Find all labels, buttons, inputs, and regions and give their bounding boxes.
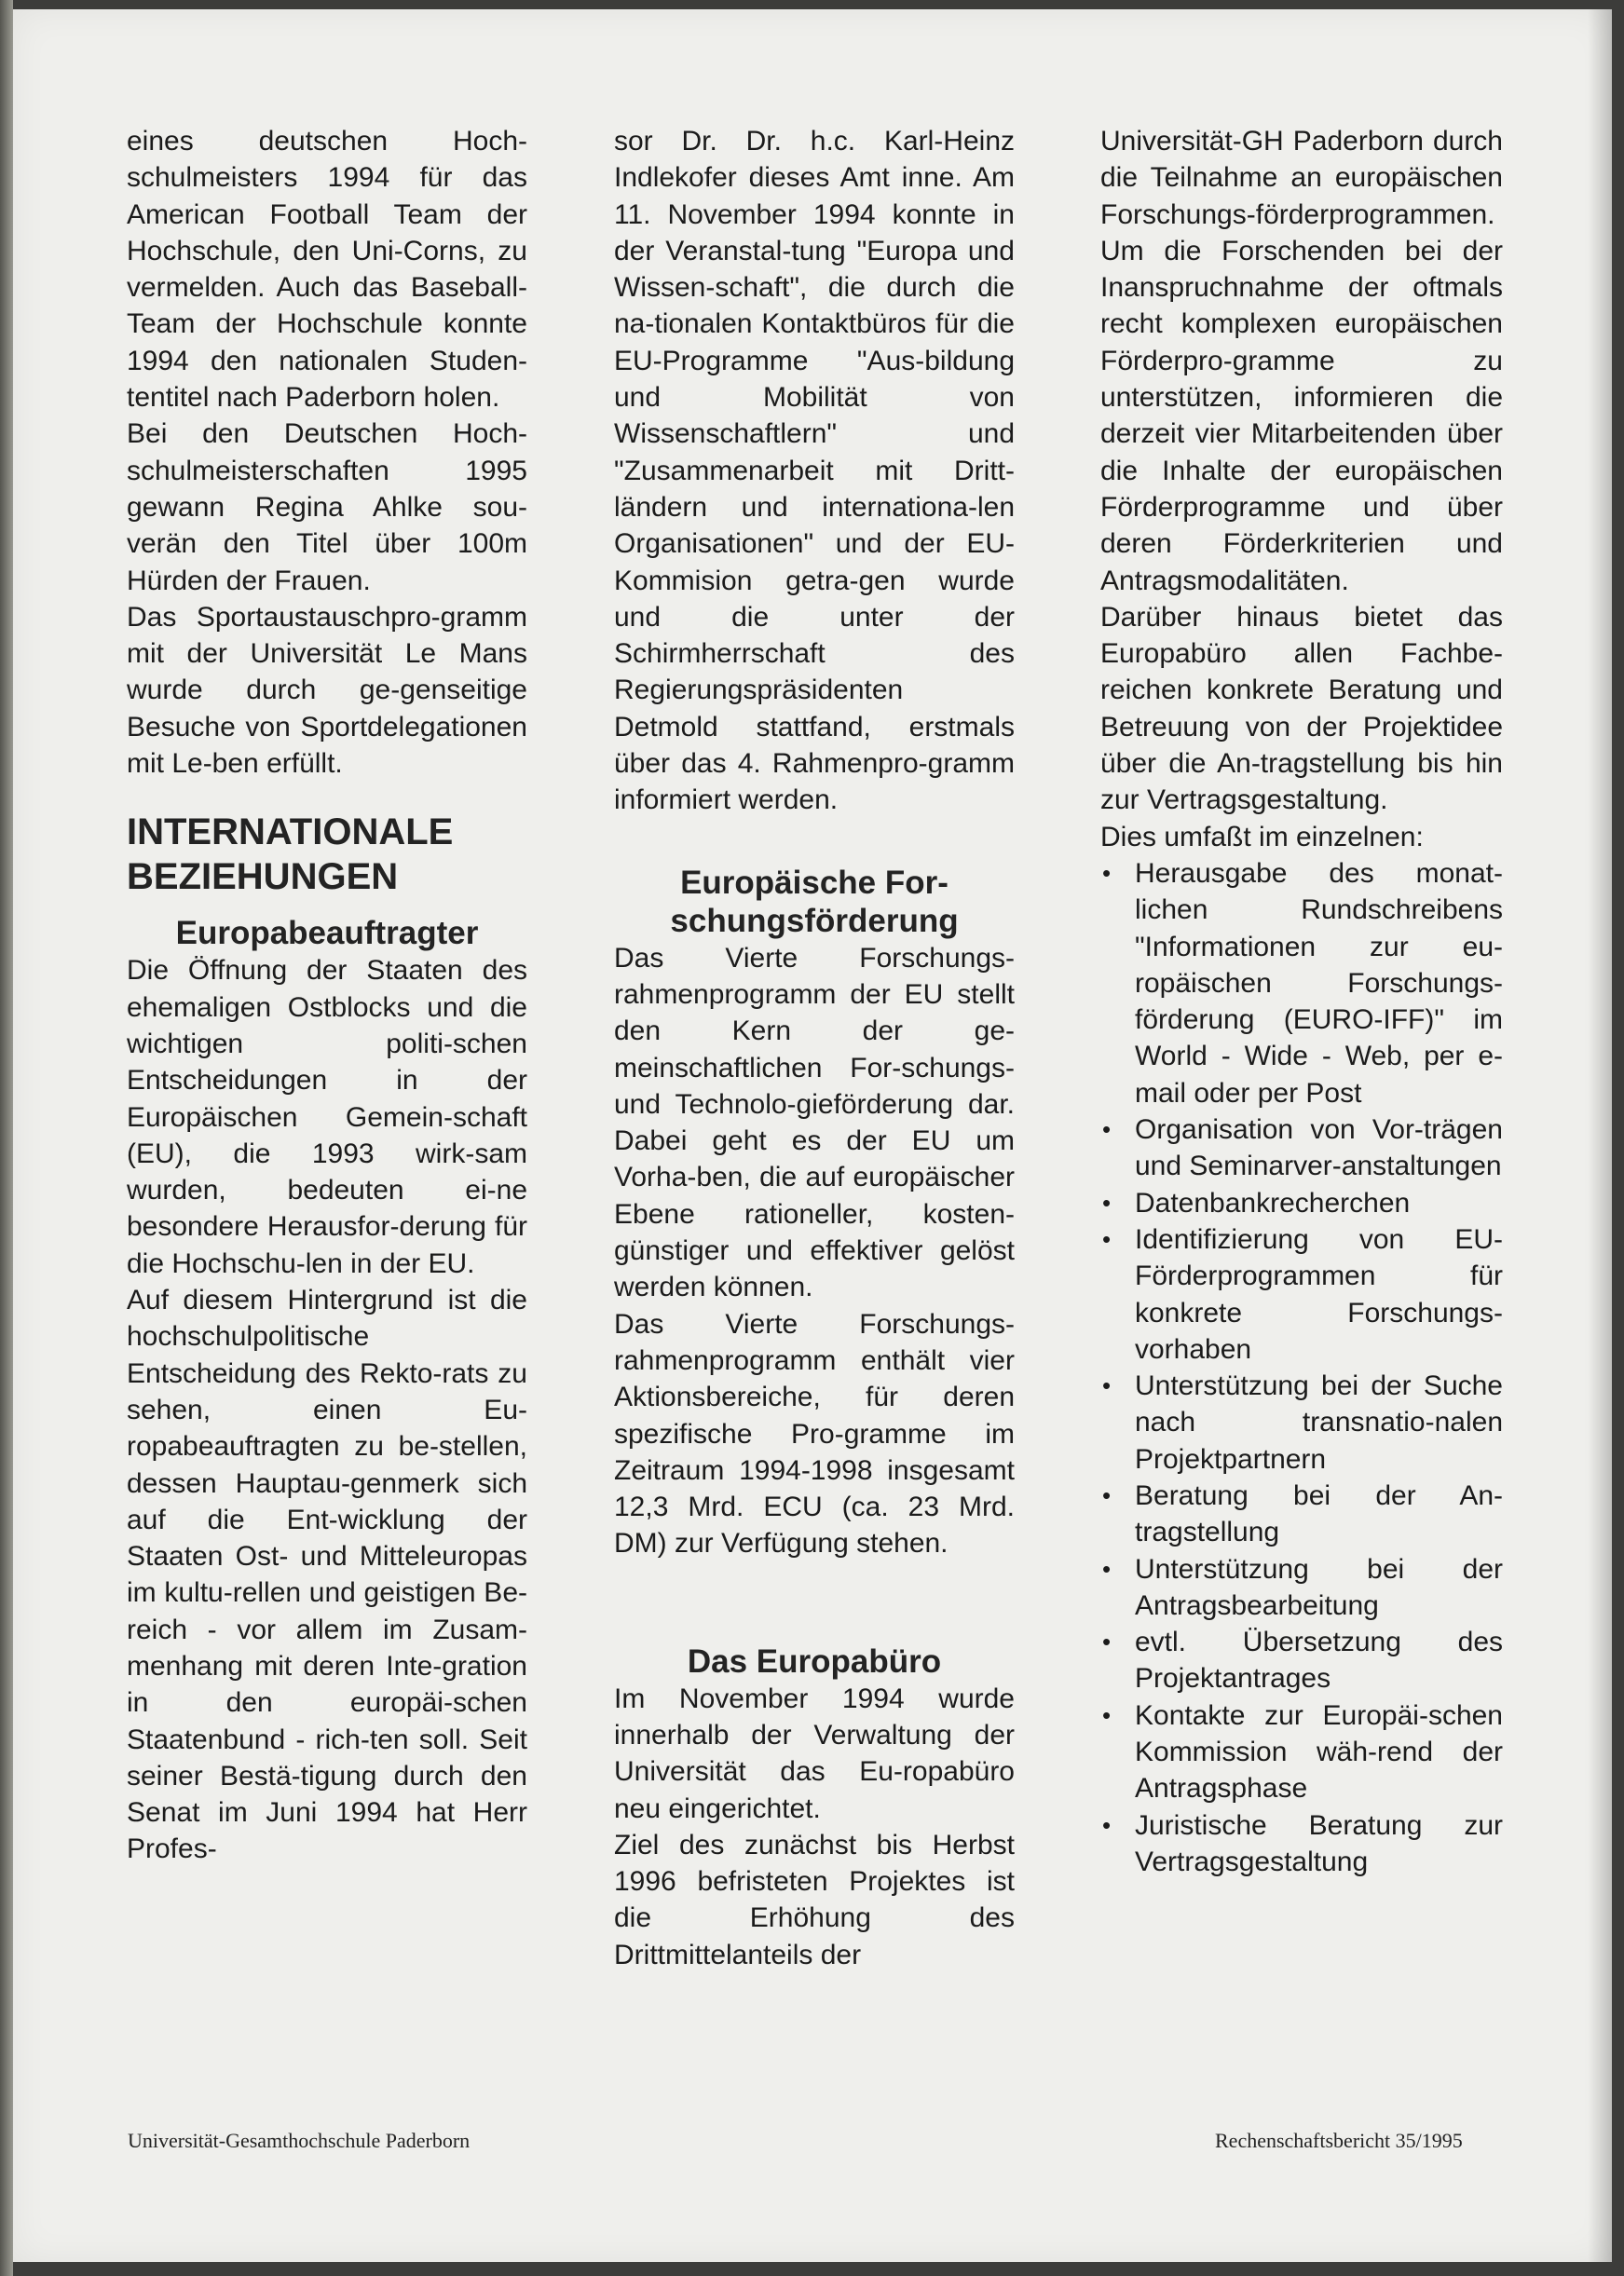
list-item <box>1100 1368 1503 1478</box>
section-heading-internationale-beziehungen <box>127 810 527 899</box>
document-page <box>13 9 1612 2262</box>
list-item-text: Juristische Beratung zur Vertragsgestaltung <box>1135 1809 1503 1877</box>
paragraph: Darüber hinaus bietet das Europabüro allen Fachbe-reichen konkrete Beratung und Betreuung von der Projektidee über die An-tragstellung bis hin zur Vertragsgestaltung. <box>1100 601 1503 816</box>
paragraph: Auf diesem Hintergrund ist die hochschulpolitische Entscheidung des Rekto-rats zu sehen, einen Eu-ropabeauftragten zu be-stellen, dessen Hauptau-genmerk sich auf die Ent-wicklung der Staaten Ost- und Mitteleuropas im kultu-rellen und geistigen Be-reich - vor allem im Zusam-menhang mit deren Inte-gration in den europäi-schen Staatenbund - rich-ten soll. Seit seiner Bestä-tigung durch den Senat im Juni 1994 hat Herr Profes- <box>127 1285 527 1865</box>
list-item <box>1100 1551 1503 1625</box>
list-item-text: Organisation von Vor-trägen und Seminarver-anstaltungen <box>1135 1114 1503 1182</box>
bullet-icon: • <box>1102 1188 1112 1217</box>
bullet-icon: • <box>1102 858 1112 887</box>
bullet-icon: • <box>1102 1700 1112 1729</box>
bullet-icon: • <box>1102 1554 1112 1583</box>
bullet-icon: • <box>1102 1224 1112 1253</box>
list-item-text: Herausgabe des monat-lichen Rundschreibens "Informationen zur eu-ropäischen Forschungs-förderung (EURO-IFF)" im World - Wide - Web, per e-mail oder per Post <box>1135 857 1503 1109</box>
paragraph: Das Vierte Forschungs-rahmenprogramm enthält vier Aktionsbereiche, für deren spezifische Pro-gramme im Zeitraum 1994-1998 insgesamt 12,3 Mrd. ECU (ca. 23 Mrd. DM) zur Verfügung stehen. <box>614 1308 1015 1560</box>
paragraph: Universität-GH Paderborn durch die Teilnahme an europäischen Forschungs-förderprogrammen. <box>1100 126 1503 230</box>
paragraph: Um die Forschenden bei der Inanspruchnahme der oftmals recht komplexen europäischen Förderpro-gramme zu unterstützen, informieren die derzeit vier Mitarbeitenden über die Inhalte der europäischen Förderprogramme und über deren Förderkriterien und Antragsmodalitäten. <box>1100 235 1503 596</box>
section-heading-line: BEZIEHUNGEN <box>127 856 399 898</box>
subheading-europabeauftragter: Europabeauftragter <box>175 915 479 952</box>
services-list <box>1100 855 1503 1880</box>
paragraph: Das Sportaustauschpro-gramm mit der Universität Le Mans wurde durch ge-genseitige Besuche von Sportdelegationen mit Le-ben erfüllt. <box>127 601 527 780</box>
column-2 <box>614 123 1015 1973</box>
list-item-text: evtl. Übersetzung des Projektantrages <box>1135 1627 1503 1695</box>
subheading-line: Europäische For- <box>680 864 948 901</box>
list-item-text: Datenbankrecherchen <box>1135 1187 1411 1219</box>
list-item <box>1100 1478 1503 1551</box>
list-intro: Dies umfaßt im einzelnen: <box>1100 821 1424 852</box>
list-item <box>1100 1221 1503 1368</box>
list-item <box>1100 1624 1503 1697</box>
list-item-text: Kontakte zur Europäi-schen Kommission wäh-rend der Antragsphase <box>1135 1699 1503 1805</box>
list-item-text: Unterstützung bei der Antragsbearbeitung <box>1135 1553 1503 1621</box>
list-item-text: Beratung bei der An-tragstellung <box>1135 1479 1503 1548</box>
paragraph: Ziel des zunächst bis Herbst 1996 befristeten Projektes ist die Erhöhung des Drittmittelanteils der <box>614 1829 1015 1970</box>
paragraph: sor Dr. Dr. h.c. Karl-Heinz Indlekofer dieses Amt inne. Am 11. November 1994 konnte in der Veranstal-tung "Europa und Wissen-schaft", die durch die na-tionalen Kontaktbüros für die EU-Programme "Aus-bildung und Mobilität von Wissenschaftlern" und "Zusammenarbeit mit Dritt-ländern und internationa-len Organisationen" und der EU-Kommision getra-gen wurde und die unter der Schirmherrschaft des Regierungspräsidenten Detmold stattfand, erstmals über das 4. Rahmenpro-gramm informiert werden. <box>614 126 1015 816</box>
subheading-das-europabuero: Das Europabüro <box>687 1642 942 1680</box>
list-item <box>1100 1185 1503 1221</box>
bullet-icon: • <box>1102 1628 1112 1656</box>
paragraph: Die Öffnung der Staaten des ehemaligen Ostblocks und die wichtigen politi-schen Entscheidungen in der Europäischen Gemein-schaft (EU), die 1993 wirk-sam wurden, bedeuten ei-ne besondere Herausfor-derung für die Hochschu-len in der EU. <box>127 955 527 1279</box>
section-heading-line: INTERNATIONALE <box>127 811 454 853</box>
bullet-icon: • <box>1102 1810 1112 1839</box>
list-item-text: Identifizierung von EU-Förderprogrammen für konkrete Forschungs-vorhaben <box>1135 1223 1503 1365</box>
subheading-europaeische-forschungsfoerderung <box>614 864 1015 940</box>
paragraph: eines deutschen Hoch-schulmeisters 1994 für das American Football Team der Hochschule, den Uni-Corns, zu vermelden. Auch das Baseball-Team der Hochschule konnte 1994 den nationalen Studen-tentitel nach Paderborn holen. <box>127 126 527 414</box>
paragraph: Bei den Deutschen Hoch-schulmeisterschaften 1995 gewann Regina Ahlke sou-verän den Titel über 100m Hürden der Frauen. <box>127 418 527 596</box>
column-3 <box>1100 123 1503 1880</box>
list-item-text: Unterstützung bei der Suche nach transnatio-nalen Projektpartnern <box>1135 1370 1503 1475</box>
subheading-line: schungsförderung <box>670 902 959 939</box>
bullet-icon: • <box>1102 1371 1112 1400</box>
footer-report-page: Rechenschaftsbericht 35/1995 <box>1215 2129 1463 2152</box>
footer-institution: Universität-Gesamthochschule Paderborn <box>128 2129 471 2152</box>
bullet-icon: • <box>1102 1115 1112 1144</box>
list-item <box>1100 1807 1503 1881</box>
bullet-icon: • <box>1102 1480 1112 1509</box>
paragraph: Im November 1994 wurde innerhalb der Verwaltung der Universität das Eu-ropabüro neu eingerichtet. <box>614 1683 1015 1824</box>
column-1 <box>127 123 527 1868</box>
binding-edge <box>0 0 13 2276</box>
paragraph: Das Vierte Forschungs-rahmenprogramm der EU stellt den Kern der ge-meinschaftlichen For-schungs- und Technolo-gieförderung dar. Dabei geht es der EU um Vorha-ben, die auf europäischer Ebene rationeller, kosten-günstiger und effektiver gelöst werden können. <box>614 942 1015 1303</box>
list-item <box>1100 1697 1503 1807</box>
list-item <box>1100 1111 1503 1185</box>
list-item <box>1100 855 1503 1111</box>
